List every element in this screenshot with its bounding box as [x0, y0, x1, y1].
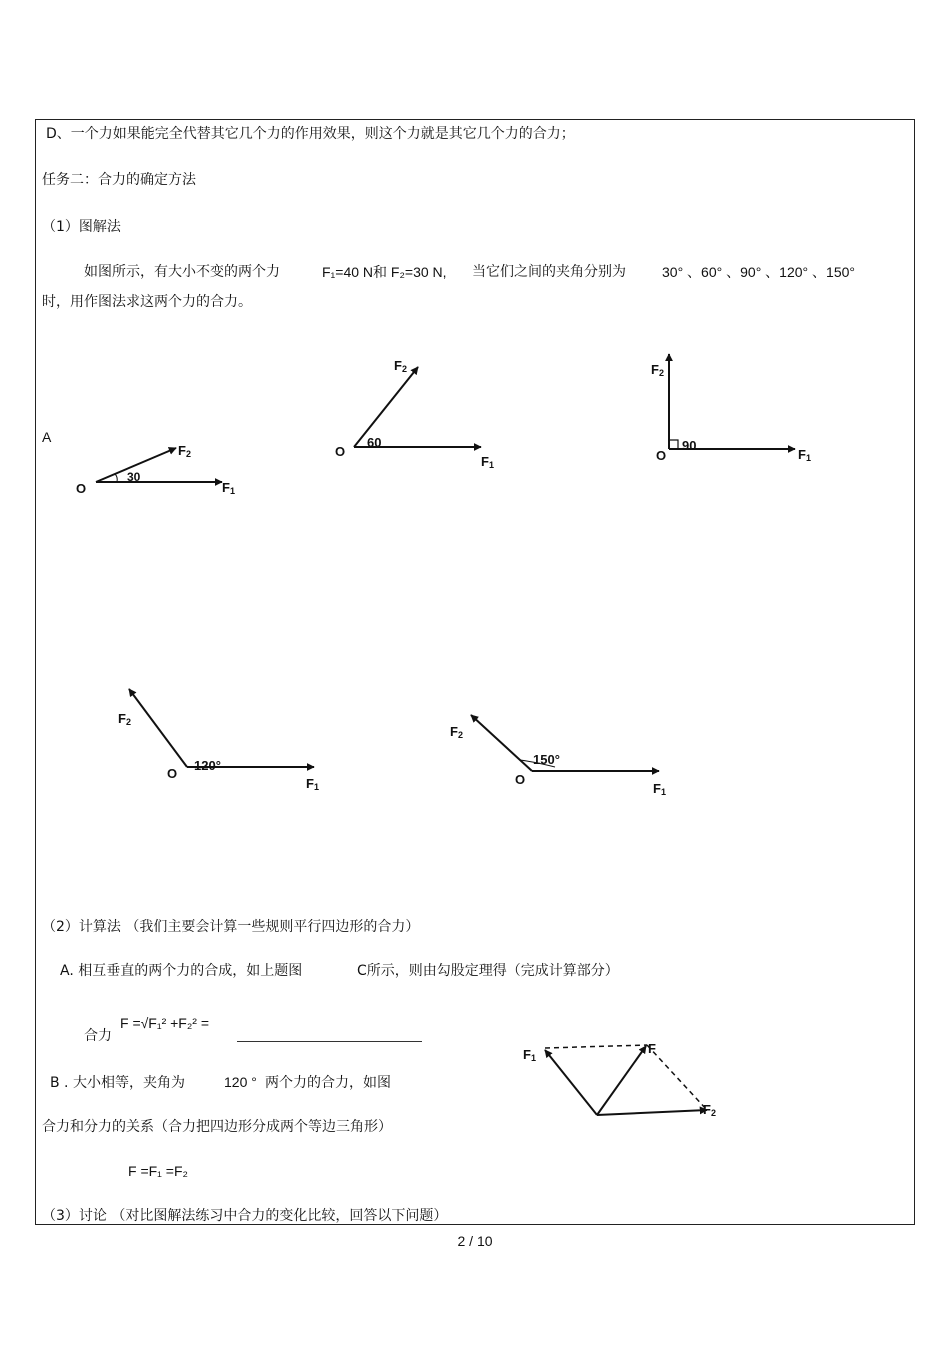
- origin-label: O: [167, 766, 178, 781]
- angle-label-150: 150°: [533, 752, 560, 767]
- f1-label: $F_1$: [523, 1047, 536, 1063]
- item-a-text: A. 相互垂直的两个力的合成，如上题图: [60, 963, 303, 979]
- origin-label: O: [515, 772, 526, 787]
- resultant-label: F: [648, 1041, 656, 1056]
- method1-heading: （1）图解法: [42, 219, 121, 235]
- relation-text: 合力和分力的关系（合力把四边形分成两个等边三角形）: [42, 1119, 392, 1135]
- origin-label: O: [335, 444, 346, 459]
- method2-heading: （2）计算法 （我们主要会计算一些规则平行四边形的合力）: [42, 919, 420, 935]
- f2-vector-60: [354, 367, 418, 450]
- f2-label: $F_2$: [651, 362, 664, 378]
- equal-formula: F =F₁ =F₂: [128, 1163, 188, 1179]
- problem-line2: 时，用作图法求这两个力的合力。: [42, 294, 252, 310]
- option-d-text: D、一个力如果能完全代替其它几个力的作用效果，则这个力就是其它几个力的合力；: [46, 126, 575, 142]
- figure-30deg: [96, 448, 222, 482]
- page-number: 2 / 10: [457, 1233, 493, 1249]
- angle-label-90: 90: [682, 438, 697, 453]
- f2-label: $F_2$: [178, 443, 191, 459]
- figure-90deg: [669, 354, 795, 449]
- f1-label: $F_1$: [306, 776, 319, 792]
- task2-heading: 任务二：合力的确定方法: [42, 172, 196, 188]
- f2-vector-para: [597, 1110, 707, 1115]
- item-b-continuation: 两个力的合力，如图: [265, 1075, 391, 1091]
- f1-label: $F_1$: [481, 454, 494, 470]
- method3-heading: （3）讨论 （对比图解法练习中合力的变化比较，回答以下问题）: [42, 1208, 448, 1224]
- dashed-top: [545, 1045, 647, 1048]
- f1-label: $F_1$: [653, 781, 666, 797]
- dashed-side: [647, 1045, 707, 1110]
- item-b-angle: 120 °: [224, 1074, 257, 1090]
- f1-label: $F_1$: [222, 480, 235, 496]
- figure-150deg: [471, 715, 659, 771]
- origin-label: O: [656, 448, 667, 463]
- resultant-vector: [597, 1046, 646, 1115]
- f2-label: $F_2$: [703, 1102, 716, 1118]
- figure-120deg: [129, 689, 314, 767]
- angle-arc-30: [115, 474, 117, 482]
- item-a-continuation: C所示，则由勾股定理得（完成计算部分）: [357, 963, 619, 979]
- f2-label: $F_2$: [450, 724, 463, 740]
- pythagoras-formula: F =√F₁² +F₂² =: [120, 1015, 210, 1031]
- item-b-text: B . 大小相等，夹角为: [50, 1075, 185, 1091]
- f1-label: $F_1$: [798, 447, 811, 463]
- problem-angles: 30° 、60° 、90° 、120° 、150°: [662, 264, 855, 280]
- angle-label-30: 30: [127, 470, 141, 484]
- problem-intro: 如图所示，有大小不变的两个力: [84, 264, 280, 280]
- f2-vector-150: [471, 715, 532, 771]
- right-angle-mark: [669, 440, 678, 449]
- f2-vector-120: [129, 689, 187, 767]
- angle-label-120: 120°: [194, 758, 221, 773]
- f2-label: $F_2$: [394, 358, 407, 374]
- origin-label: O: [76, 481, 87, 496]
- figure-a-letter: A: [42, 429, 52, 445]
- answer-blank[interactable]: [237, 1041, 422, 1042]
- problem-forces: F₁=40 N和 F₂=30 N,: [322, 264, 447, 280]
- f1-vector-para: [545, 1050, 597, 1115]
- angle-label-60: 60: [367, 435, 382, 450]
- problem-mid: 当它们之间的夹角分别为: [472, 264, 626, 280]
- heli-prefix: 合力: [84, 1028, 112, 1044]
- f2-label: $F_2$: [118, 711, 131, 727]
- parallelogram-figure: [545, 1045, 707, 1115]
